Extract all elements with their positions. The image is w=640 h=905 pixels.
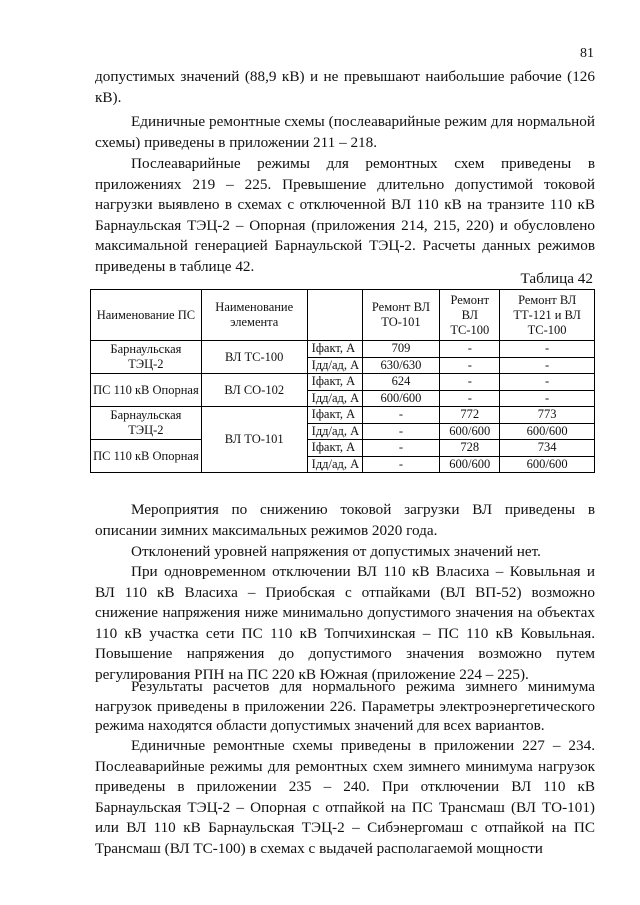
value-cell: 734 [500,440,595,457]
table-header-row [91,290,595,341]
header-cell [307,290,362,341]
param-cell: Iфакт, А [307,407,362,424]
element-cell: ВЛ ТС-100 [201,341,307,374]
table-row [91,440,595,457]
value-cell: 709 [362,341,440,358]
value-cell: - [440,341,500,358]
paragraph: Послеаварийные режимы для ремонтных схем приведены в приложениях 219 – 225. Превышение длительно допустимой токовой нагрузки выявлено в схемах с отключенной ВЛ 110 кВ на транзите 110 кВ Барнаульская ТЭЦ-2 – Опорная (приложения 214, 215, 220) и обусловлено максимальной генерацией Барнаульской ТЭЦ-2. Расчеты данных режимов приведены в таблице 42. [95,155,595,275]
value-cell: 630/630 [362,357,440,374]
param-cell: Iфакт, А [307,374,362,391]
param-cell: Iдд/ад, А [307,456,362,473]
paragraph: Результаты расчетов для нормального режима зимнего минимума нагрузок приведены в приложении 226. Параметры электроэнергетического режима находятся области допустимых значений для всех вариантов. [95,678,595,734]
value-cell: 728 [440,440,500,457]
value-cell: 600/600 [500,423,595,440]
page-number: 81 [580,46,594,61]
value-cell: 600/600 [440,456,500,473]
header-cell: Наименование элемента [201,290,307,341]
paragraph: Отклонений уровней напряжения от допустимых значений нет. [131,543,541,560]
value-cell: - [500,374,595,391]
value-cell: 600/600 [362,390,440,407]
paragraph: Мероприятия по снижению токовой загрузки ВЛ приведены в описании зимних максимальных режимов 2020 года. [95,501,595,539]
value-cell: - [500,341,595,358]
value-cell: 600/600 [440,423,500,440]
value-cell: 600/600 [500,456,595,473]
value-cell: - [362,456,440,473]
header-cell: Ремонт ВЛ ТС-100 [440,290,500,341]
element-cell: ВЛ СО-102 [201,374,307,407]
substation-cell: Барнаульская ТЭЦ-2 [91,407,202,440]
param-cell: Iдд/ад, А [307,390,362,407]
header-cell: Наименование ПС [91,290,202,341]
element-cell: ВЛ ТО-101 [201,407,307,473]
table-row [91,374,595,391]
param-cell: Iдд/ад, А [307,423,362,440]
paragraph: Единичные ремонтные схемы (послеаварийные режим для нормальной схемы) приведены в приложении 211 – 218. [95,113,595,151]
value-cell: - [440,390,500,407]
header-cell: Ремонт ВЛ ТО-101 [362,290,440,341]
value-cell: 773 [500,407,595,424]
param-cell: Iфакт, А [307,440,362,457]
value-cell: - [362,423,440,440]
value-cell: - [440,357,500,374]
value-cell: - [500,357,595,374]
value-cell: 624 [362,374,440,391]
param-cell: Iфакт, А [307,341,362,358]
value-cell: - [440,374,500,391]
table-row [91,341,595,358]
table-caption: Таблица 42 [520,270,593,287]
data-table [90,289,595,473]
value-cell: 772 [440,407,500,424]
paragraph: допустимых значений (88,9 кВ) и не превышают наибольшие рабочие (126 кВ). [95,68,595,106]
value-cell: - [362,440,440,457]
paragraph: Единичные ремонтные схемы приведены в приложении 227 – 234. Послеаварийные режимы для ремонтных схем зимнего минимума нагрузок приведены в приложении 235 – 240. При отключении ВЛ 110 кВ Барнаульская ТЭЦ-2 – Опорная с отпайкой на ПС Трансмаш (ВЛ ТО-101) или ВЛ 110 кВ Барнаульская ТЭЦ-2 – Сибэнергомаш с отпайкой на ПС Трансмаш (ВЛ ТС-100) в схемах с выдачей располагаемой мощности [95,737,595,857]
header-cell: Ремонт ВЛ ТТ-121 и ВЛ ТС-100 [500,290,595,341]
param-cell: Iдд/ад, А [307,357,362,374]
value-cell: - [362,407,440,424]
substation-cell: ПС 110 кВ Опорная [91,374,202,407]
substation-cell: Барнаульская ТЭЦ-2 [91,341,202,374]
table-row [91,407,595,424]
substation-cell: ПС 110 кВ Опорная [91,440,202,473]
paragraph: При одновременном отключении ВЛ 110 кВ Власиха – Ковыльная и ВЛ 110 кВ Власиха – Приобская с отпайками (ВЛ ВП-52) возможно снижение напряжения ниже минимально допустимого значения на объектах 110 кВ участка сети ПС 110 кВ Топчихинская – ПС 110 кВ Ковыльная. Повышение напряжения до допустимого значения возможно путем регулирования РПН на ПС 220 кВ Южная (приложение 224 – 225). [95,563,595,683]
value-cell: - [500,390,595,407]
